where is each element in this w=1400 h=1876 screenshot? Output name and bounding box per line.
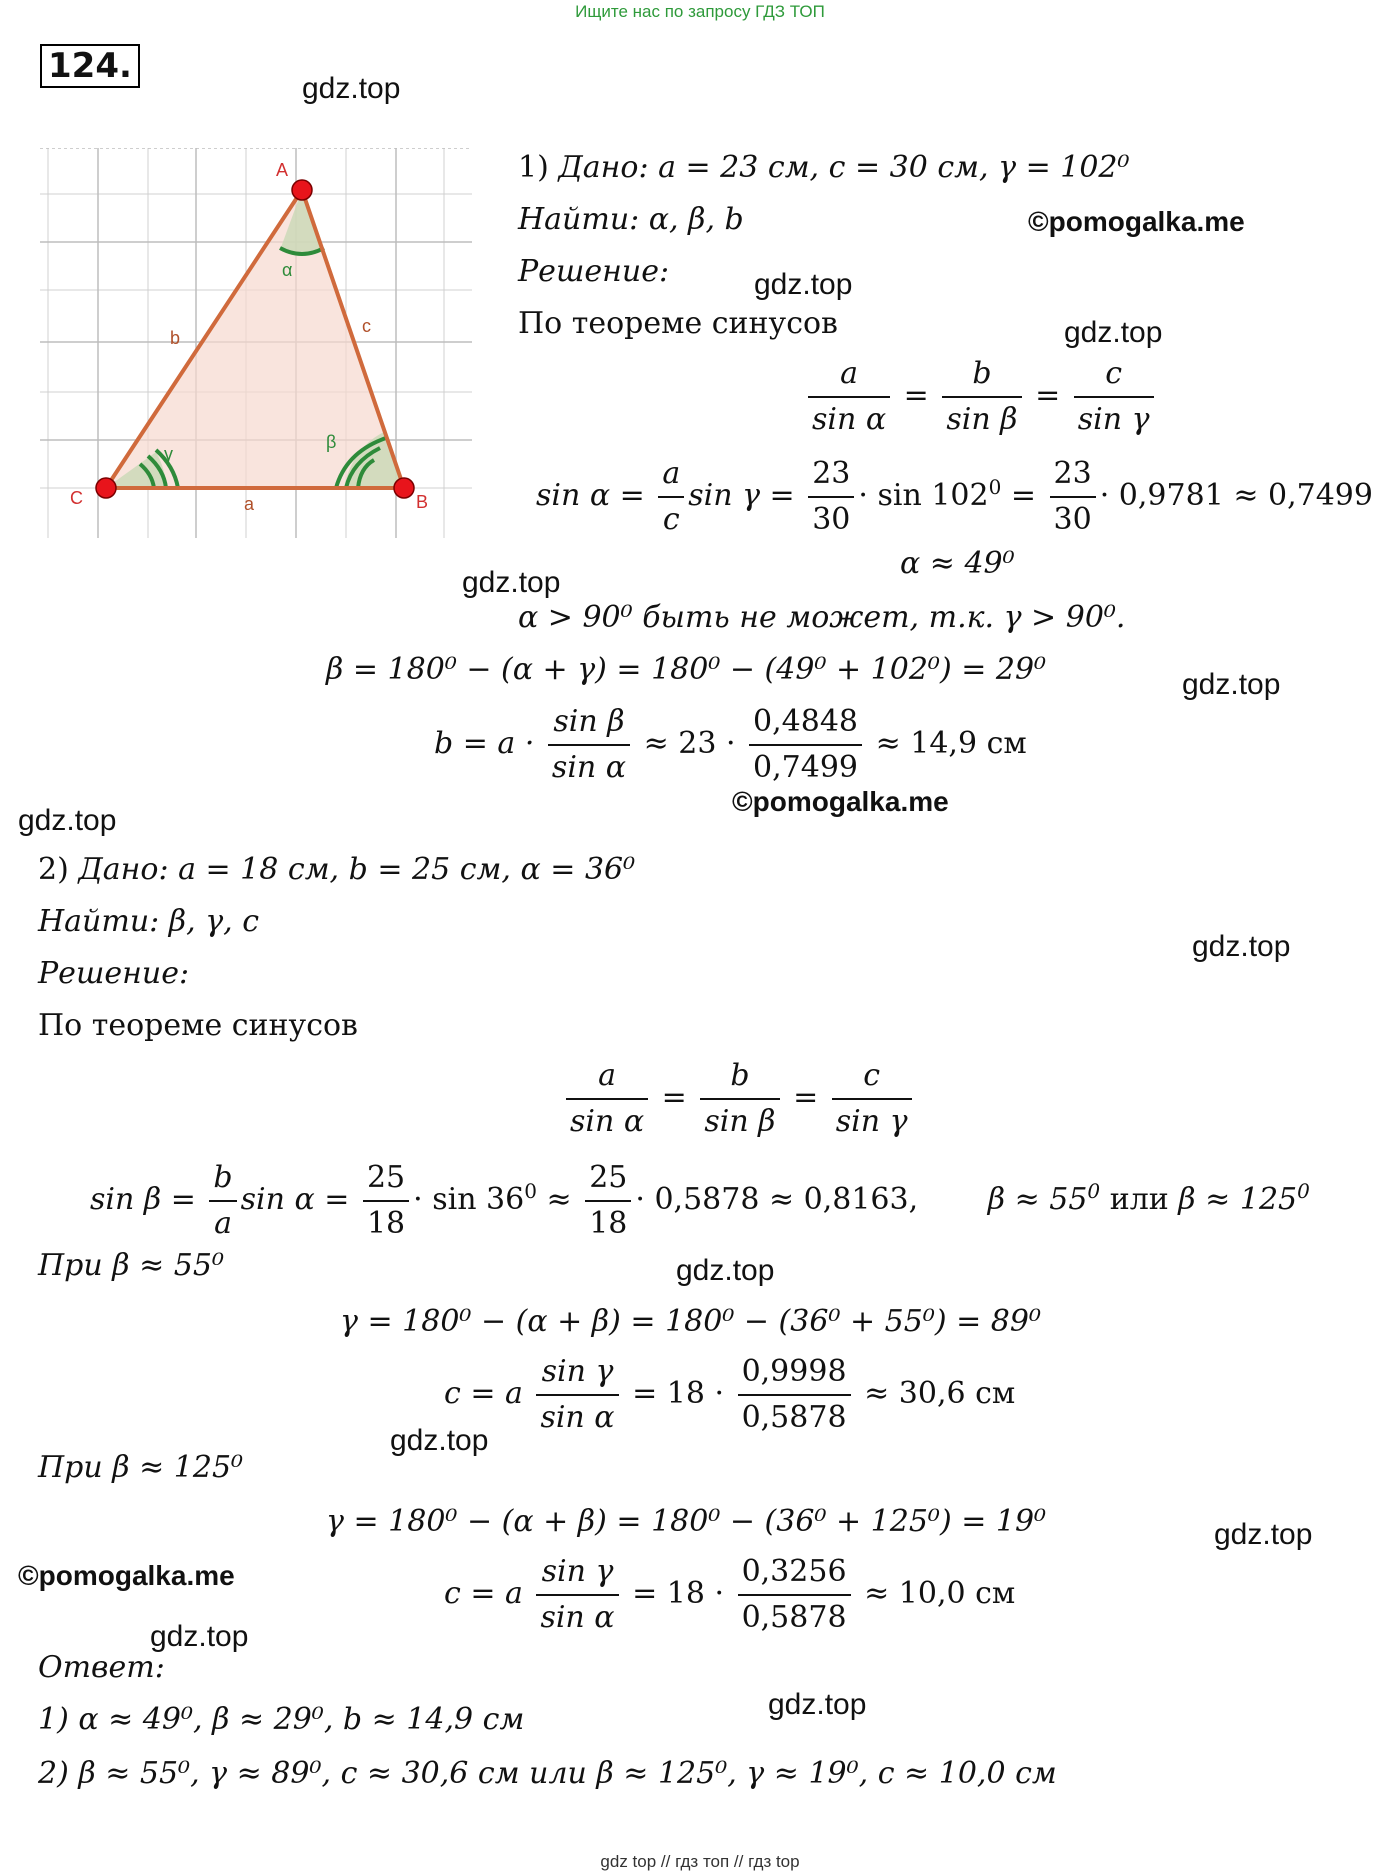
part1-theorem: По теореме синусов <box>518 306 838 341</box>
watermark-5: gdz.top <box>1182 668 1281 701</box>
part1-beta: β = 180⁰ − (α + γ) = 180⁰ − (49⁰ + 102⁰) = 29⁰ <box>326 652 1047 687</box>
part2-case2: При β ≈ 125⁰ <box>38 1450 244 1485</box>
vertex-a-point <box>292 180 312 200</box>
part2-sine-law: $\frac{a}{\text{sin α}}$ = $\frac{b}{\text{sin β}}$ = $\frac{c}{\text{sin γ}}$ <box>562 1054 916 1144</box>
part2-find: Найти: β, γ, c <box>38 904 260 939</box>
copyright-2: ©pomogalka.me <box>732 786 949 817</box>
answer-label: Ответ: <box>38 1650 165 1685</box>
angle-gamma-label: γ <box>164 444 173 464</box>
watermark-4: gdz.top <box>462 566 561 599</box>
part1-given: 1) Дано: a = 23 см, c = 30 см, γ = 102⁰ <box>518 150 1130 185</box>
part2-theorem: По теореме синусов <box>38 1008 358 1043</box>
watermark-3: gdz.top <box>1064 316 1163 349</box>
part1-sin-alpha: sin α = $\frac{a}{c}$ sin γ = $\frac{23}{30}$ · $\sin 102^0$ = $\frac{23}{30}$ · 0,9781 ≈ 0,7499 <box>536 452 1373 542</box>
watermark-12: gdz.top <box>768 1688 867 1721</box>
part2-solution-label: Решение: <box>38 956 190 991</box>
copyright-1: ©pomogalka.me <box>1028 206 1245 237</box>
part1-alpha-result: α ≈ 49⁰ <box>900 546 1015 581</box>
watermark-6: gdz.top <box>18 804 117 837</box>
angle-beta-label: β <box>326 432 337 452</box>
top-banner: Ищите нас по запросу ГДЗ ТОП <box>575 2 825 21</box>
triangle-figure <box>40 148 472 538</box>
vertex-b-label: B <box>416 492 429 512</box>
copyright-3: ©pomogalka.me <box>18 1560 235 1591</box>
watermark-2: gdz.top <box>754 268 853 301</box>
part1-b-calc: b = a · $\frac{\text{sin β}}{\text{sin α}}$ ≈ 23 · $\frac{0,4848}{0,7499}$ ≈ 14,9 см <box>434 700 1027 790</box>
watermark-9: gdz.top <box>390 1424 489 1457</box>
part2-gamma1: γ = 180⁰ − (α + β) = 180⁰ − (36⁰ + 55⁰) = 89⁰ <box>340 1304 1041 1339</box>
vertex-a-label: A <box>276 160 289 180</box>
watermark-10: gdz.top <box>1214 1518 1313 1551</box>
part2-case1: При β ≈ 55⁰ <box>38 1248 224 1283</box>
part1-find: Найти: α, β, b <box>518 202 744 237</box>
side-a-label: a <box>244 494 255 514</box>
bottom-footer: gdz top // гдз топ // гдз top <box>600 1852 800 1871</box>
vertex-b-point <box>394 478 414 498</box>
vertex-c-label: C <box>70 488 83 508</box>
watermark-7: gdz.top <box>1192 930 1291 963</box>
watermark-1: gdz.top <box>302 72 401 105</box>
problem-number: 124. <box>40 44 140 88</box>
watermark-11: gdz.top <box>150 1620 249 1653</box>
answer-line1: 1) α ≈ 49⁰, β ≈ 29⁰, b ≈ 14,9 см <box>38 1702 525 1737</box>
part2-sin-beta: sin β = $\frac{b}{a}$ sin α = $\frac{25}{18}$ · $\sin 36^0$ ≈ $\frac{25}{18}$ · 0,5878 ≈ 0,8163, $\beta \approx 55^0$ или $\beta \approx 125^0$ <box>90 1156 1310 1246</box>
side-c-label: c <box>362 316 371 336</box>
part2-given: 2) Дано: a = 18 см, b = 25 см, α = 36⁰ <box>38 852 636 887</box>
watermark-8: gdz.top <box>676 1254 775 1287</box>
part2-c1-calc: c = a $\frac{\text{sin γ}}{\text{sin α}}$ = 18 · $\frac{0,9998}{0,5878}$ ≈ 30,6 см <box>444 1350 1015 1440</box>
part2-c2-calc: c = a $\frac{\text{sin γ}}{\text{sin α}}$ = 18 · $\frac{0,3256}{0,5878}$ ≈ 10,0 см <box>444 1550 1015 1640</box>
vertex-c-point <box>96 478 116 498</box>
angle-alpha-label: α <box>282 260 293 280</box>
part1-solution-label: Решение: <box>518 254 670 289</box>
part2-gamma2: γ = 180⁰ − (α + β) = 180⁰ − (36⁰ + 125⁰) = 19⁰ <box>326 1504 1047 1539</box>
answer-line2: 2) β ≈ 55⁰, γ ≈ 89⁰, c ≈ 30,6 см или β ≈ 125⁰, γ ≈ 19⁰, c ≈ 10,0 см <box>38 1756 1057 1791</box>
side-b-label: b <box>170 328 181 348</box>
part1-sine-law: $\frac{a}{\text{sin α}}$ = $\frac{b}{\text{sin β}}$ = $\frac{c}{\text{sin γ}}$ <box>804 352 1158 442</box>
part1-note: α > 90⁰ быть не может, т.к. γ > 90⁰. <box>518 600 1126 635</box>
